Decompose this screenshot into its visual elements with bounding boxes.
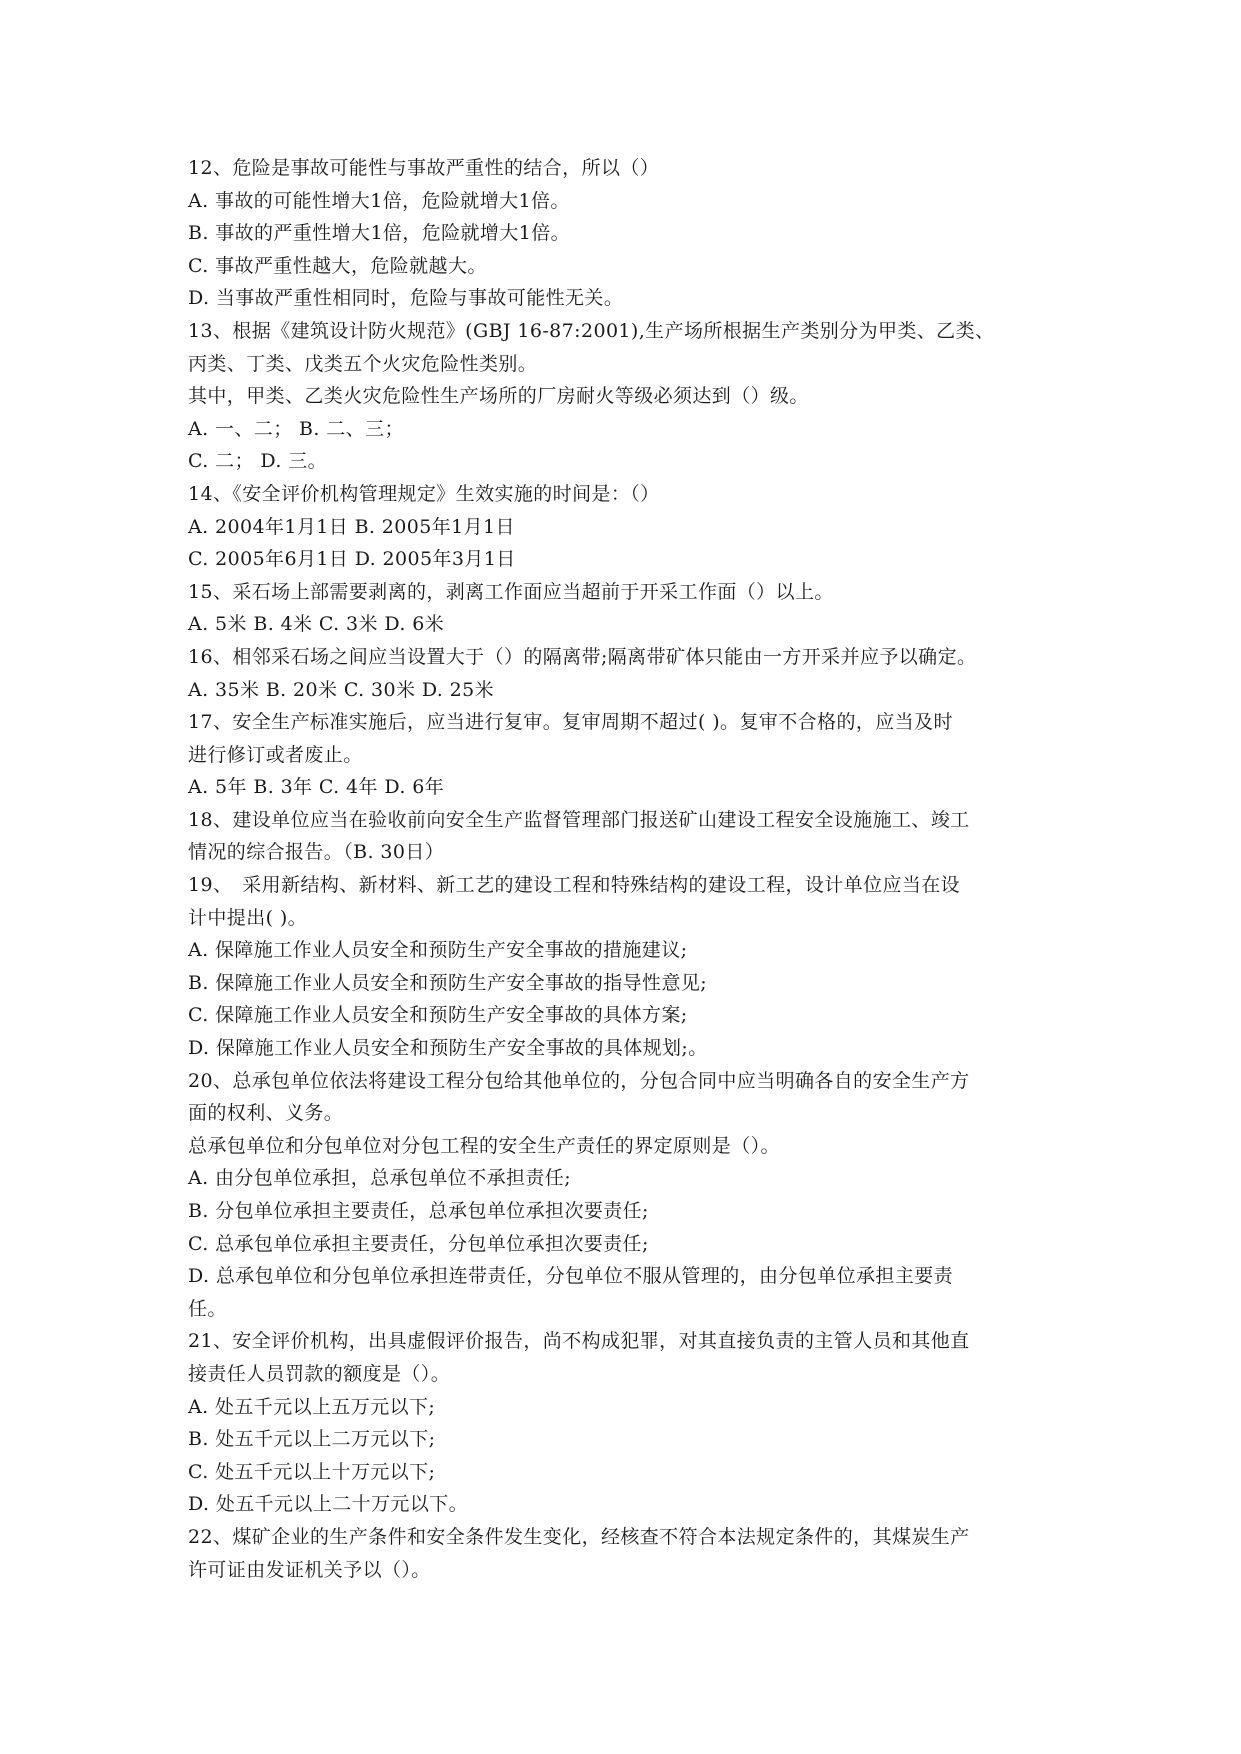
question-13-options-cd: C. 二； D. 三。 <box>188 450 328 473</box>
question-20-option-d: D. 总承包单位和分包单位承担连带责任，分包单位不服从管理的，由分包单位承担主要责 <box>188 1265 954 1288</box>
question-21-option-a: A. 处五千元以上五万元以下; <box>188 1395 436 1418</box>
question-20-option-c: C. 总承包单位承担主要责任，分包单位承担次要责任; <box>188 1232 649 1255</box>
question-19-option-c: C. 保障施工作业人员安全和预防生产安全事故的具体方案; <box>188 1004 688 1027</box>
question-22-stem: 22、煤矿企业的生产条件和安全条件发生变化，经核查不符合本法规定条件的，其煤炭生产 <box>188 1525 970 1548</box>
question-17-options: A. 5年 B. 3年 C. 4年 D. 6年 <box>188 776 445 799</box>
question-14-options-ab: A. 2004年1月1日 B. 2005年1月1日 <box>188 515 515 538</box>
question-13-stem-cont: 丙类、丁类、戊类五个火灾危险性类别。 <box>188 352 538 375</box>
question-21-stem: 21、安全评价机构，出具虚假评价报告，尚不构成犯罪，对其直接负责的主管人员和其他直 <box>188 1330 970 1353</box>
question-21-option-d: D. 处五千元以上二十万元以下。 <box>188 1493 469 1516</box>
question-20-option-b: B. 分包单位承担主要责任，总承包单位承担次要责任; <box>188 1200 649 1222</box>
question-21-option-b: B. 处五千元以上二万元以下; <box>188 1428 436 1451</box>
question-21-stem-cont: 接责任人员罚款的额度是（）。 <box>188 1362 451 1385</box>
document-body <box>188 152 1060 1586</box>
question-21-option-c: C. 处五千元以上十万元以下; <box>188 1460 436 1483</box>
question-17-stem-cont: 进行修订或者废止。 <box>188 743 363 766</box>
question-12-option-c: C. 事故严重性越大，危险就越大。 <box>188 254 487 277</box>
question-13-stem: 13、根据《建筑设计防火规范》(GBJ 16-87:2001),生产场所根据生产类别分为甲类、乙类、 <box>188 319 995 342</box>
question-15-options: A. 5米 B. 4米 C. 3米 D. 6米 <box>188 613 445 636</box>
question-16-options: A. 35米 B. 20米 C. 30米 D. 25米 <box>188 678 495 701</box>
question-20-option-d-cont: 任。 <box>188 1297 227 1320</box>
question-17-stem: 17、安全生产标准实施后，应当进行复审。复审周期不超过( )。复审不合格的，应当及时 <box>188 711 953 734</box>
question-12-option-b: B. 事故的严重性增大1倍，危险就增大1倍。 <box>188 222 571 245</box>
question-15-stem: 15、采石场上部需要剥离的，剥离工作面应当超前于开采工作面（）以上。 <box>188 580 834 603</box>
question-19-option-a: A. 保障施工作业人员安全和预防生产安全事故的措施建议; <box>188 939 688 962</box>
question-14-stem: 14、《安全评价机构管理规定》生效实施的时间是：（） <box>188 482 660 505</box>
question-20-stem-cont: 面的权利、义务。 <box>188 1102 344 1125</box>
question-12-stem: 12、危险是事故可能性与事故严重性的结合，所以（） <box>188 157 660 179</box>
question-12-option-a: A. 事故的可能性增大1倍，危险就增大1倍。 <box>188 189 570 212</box>
question-19-stem-cont: 计中提出( )。 <box>188 906 308 929</box>
question-19-stem: 19、 采用新结构、新材料、新工艺的建设工程和特殊结构的建设工程，设计单位应当在设 <box>188 874 961 897</box>
question-19-option-d: D. 保障施工作业人员安全和预防生产安全事故的具体规划;。 <box>188 1037 708 1060</box>
question-20-stem-cont: 总承包单位和分包单位对分包工程的安全生产责任的界定原则是（）。 <box>188 1134 780 1157</box>
question-20-stem: 20、总承包单位依法将建设工程分包给其他单位的，分包合同中应当明确各自的安全生产方 <box>188 1069 970 1092</box>
question-13-stem-cont: 其中，甲类、乙类火灾危险性生产场所的厂房耐火等级必须达到（）级。 <box>188 385 809 408</box>
question-14-options-cd: C. 2005年6月1日 D. 2005年3月1日 <box>188 548 516 571</box>
question-20-option-a: A. 由分包单位承担，总承包单位不承担责任; <box>188 1167 572 1190</box>
question-13-options-ab: A. 一、二； B. 二、三； <box>188 417 404 440</box>
question-22-stem-cont: 许可证由发证机关予以（）。 <box>188 1558 431 1581</box>
question-16-stem: 16、相邻采石场之间应当设置大于（）的隔离带;隔离带矿体只能由一方开采并应予以确定。 <box>188 645 977 668</box>
question-19-option-b: B. 保障施工作业人员安全和预防生产安全事故的指导性意见; <box>188 971 708 994</box>
question-18-stem: 18、建设单位应当在验收前向安全生产监督管理部门报送矿山建设工程安全设施施工、竣工 <box>188 808 970 831</box>
question-12-option-d: D. 当事故严重性相同时，危险与事故可能性无关。 <box>188 287 624 310</box>
question-18-stem-cont: 情况的综合报告。（B. 30日） <box>188 841 445 864</box>
